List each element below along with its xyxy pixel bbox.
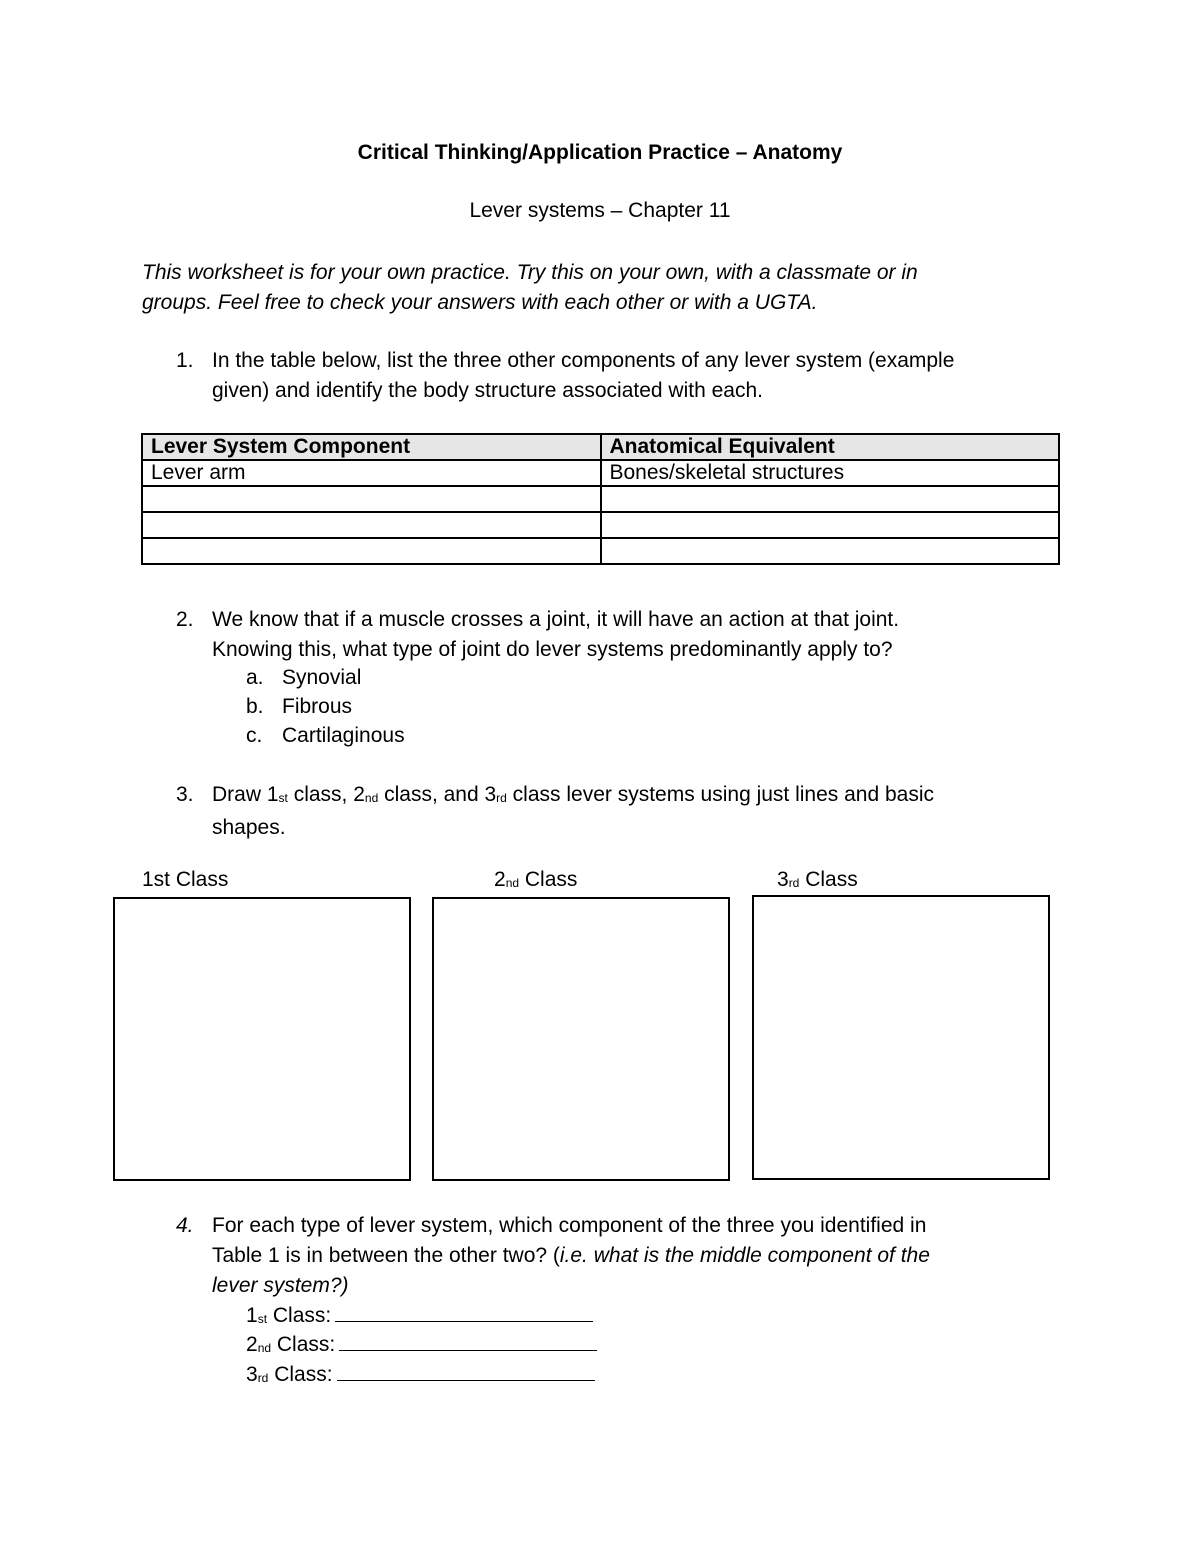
option-b[interactable] <box>246 692 352 721</box>
text-run: Draw 1 <box>212 783 279 806</box>
answer-label: Class: <box>267 1304 332 1327</box>
answer-3rd-class <box>246 1358 595 1393</box>
table-cell[interactable] <box>601 538 1060 564</box>
box-label-1st <box>142 868 228 892</box>
ordinal-suffix: st <box>278 791 288 805</box>
question-number: 3. <box>176 783 194 806</box>
text-run: class lever systems using just lines and basic <box>506 783 935 806</box>
answer-blank[interactable] <box>335 1299 593 1322</box>
option-text: Fibrous <box>282 695 353 718</box>
ordinal-suffix: rd <box>496 791 507 805</box>
intro-line-2: groups. Feel free to check your answers with each other or with a UGTA. <box>142 291 818 314</box>
question-1-line-2: given) and identify the body structure associated with each. <box>212 379 763 402</box>
page-subtitle: Lever systems – Chapter 11 <box>469 199 731 222</box>
answer-blank[interactable] <box>339 1328 597 1351</box>
box-label-num: 3 <box>777 868 789 891</box>
table-cell[interactable] <box>601 512 1060 538</box>
box-label-text: Class <box>799 868 858 891</box>
table-cell[interactable] <box>142 512 601 538</box>
answer-num: 3 <box>246 1363 258 1386</box>
question-number: 2. <box>176 608 194 631</box>
question-number: 1. <box>176 349 194 372</box>
question-3-line-2: shapes. <box>212 816 286 839</box>
option-a[interactable] <box>246 663 361 692</box>
option-c[interactable] <box>246 721 405 750</box>
answer-num: 2 <box>246 1333 258 1356</box>
table-cell: Lever arm <box>142 460 601 486</box>
ordinal-suffix: rd <box>257 1371 269 1385</box>
table-cell[interactable] <box>601 486 1060 512</box>
ordinal-suffix: nd <box>257 1341 272 1355</box>
answer-num: 1 <box>246 1304 258 1327</box>
text-run: class, 2 <box>287 783 365 806</box>
box-label-2nd <box>494 868 577 892</box>
answer-label: Class: <box>268 1363 333 1386</box>
question-1-line-1: In the table below, list the three other components of any lever system (example <box>212 349 955 372</box>
answer-label: Class: <box>271 1333 336 1356</box>
table-row <box>142 460 1059 486</box>
ordinal-suffix: st <box>257 1312 268 1326</box>
option-text: Cartilaginous <box>282 724 405 747</box>
question-4-line-3: lever system?) <box>212 1274 349 1297</box>
intro-text <box>142 258 918 318</box>
question-3-line-1 <box>212 780 934 813</box>
question-2-line-1: We know that if a muscle crosses a joint, it will have an action at that joint. <box>212 608 900 631</box>
option-letter: b. <box>246 695 264 718</box>
intro-line-1: This worksheet is for your own practice. Try this on your own, with a classmate or in <box>142 261 918 284</box>
ordinal-suffix: rd <box>788 876 800 890</box>
page-title: Critical Thinking/Application Practice – Anatomy <box>357 141 843 164</box>
box-label-num: 2 <box>494 868 506 891</box>
drawing-box-3rd-class[interactable] <box>752 895 1050 1180</box>
ordinal-suffix: nd <box>364 791 379 805</box>
table-row <box>142 512 1059 538</box>
drawing-box-1st-class[interactable] <box>113 897 411 1181</box>
table-row <box>142 538 1059 564</box>
question-4-line-1: For each type of lever system, which component of the three you identified in <box>212 1214 927 1237</box>
question-2-line-2: Knowing this, what type of joint do lever systems predominantly apply to? <box>212 638 893 661</box>
drawing-box-2nd-class[interactable] <box>432 897 730 1181</box>
lever-table <box>141 433 1060 565</box>
box-label-num: 1st <box>142 868 171 891</box>
table-cell: Bones/skeletal structures <box>601 460 1060 486</box>
table-cell[interactable] <box>142 486 601 512</box>
text-run-italic: i.e. what is the middle component of the <box>559 1244 930 1267</box>
option-letter: a. <box>246 666 264 689</box>
box-label-text: Class <box>170 868 229 891</box>
table-header-row <box>142 434 1059 460</box>
question-number: 4. <box>176 1214 194 1237</box>
table-header-cell: Lever System Component <box>142 434 601 460</box>
text-run: Table 1 is in between the other two? ( <box>212 1244 560 1267</box>
option-text: Synovial <box>282 666 362 689</box>
table-row <box>142 486 1059 512</box>
ordinal-suffix: nd <box>505 876 520 890</box>
option-letter: c. <box>246 724 263 747</box>
table-cell[interactable] <box>142 538 601 564</box>
question-4-line-2 <box>212 1241 930 1271</box>
text-run: class, and 3 <box>378 783 497 806</box>
box-label-3rd <box>777 868 858 892</box>
table-header-cell: Anatomical Equivalent <box>601 434 1060 460</box>
box-label-text: Class <box>519 868 578 891</box>
answer-blank[interactable] <box>337 1358 595 1381</box>
